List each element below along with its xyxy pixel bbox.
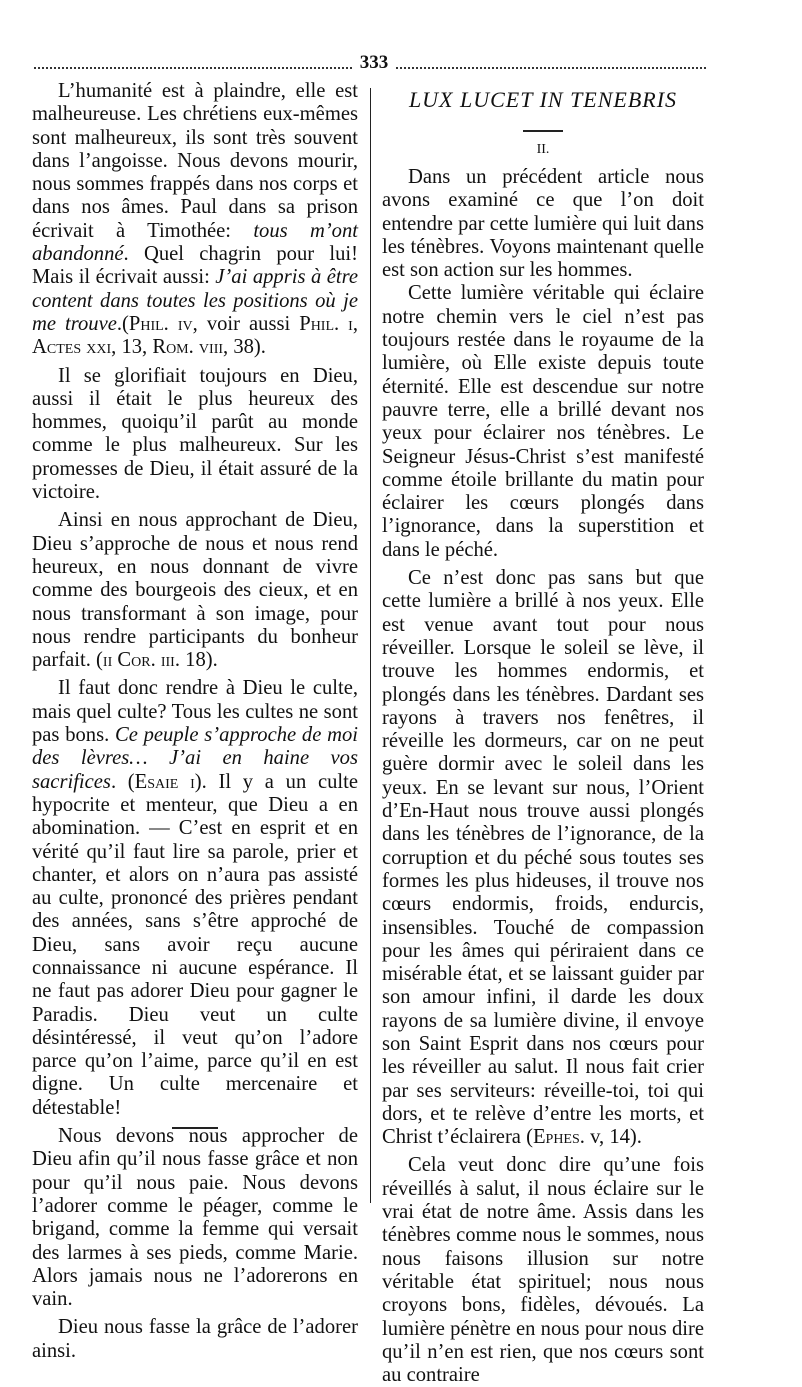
title-rule [523, 130, 563, 132]
text-segment: Dans un précédent article nous avons examiné ce que l’on doit entendre par cette lumière qui luit dans les ténèbres. Voyons maintenant quelle est son action sur les hommes. [382, 166, 704, 282]
article-title: LUX LUCET IN TENEBRIS [408, 87, 678, 112]
paragraph [382, 1154, 704, 1387]
paragraph [382, 166, 704, 282]
paragraph [32, 1125, 358, 1311]
paragraph [32, 509, 358, 672]
reference-text: Phil. iv [128, 312, 193, 335]
page-number: 333 [359, 52, 389, 73]
text-segment: Cela veut donc dire qu’une fois réveillés à salut, il nous éclaire sur le vrai état de notre âme. Assis dans les ténèbres comme nous le sommes, nous nous faisons illusion sur notre véritable état spirituel; nous nous croyons bons, fidèles, dévoués. La lumière pénètre en nous pour nous dire qu’il n’en est rien, que nos cœurs sont au contraire [382, 1154, 704, 1387]
paragraph [32, 1316, 358, 1363]
reference-text: Rom. viii [152, 336, 224, 359]
running-header [34, 52, 706, 74]
text-segment: Il faut donc rendre à Dieu le culte, mais quel culte? Tous les cultes ne sont pas bons. [32, 677, 358, 747]
text-segment: Cette lumière véritable qui éclaire notre chemin vers le ciel n’est pas toujours restée dans le royaume de la lumière, où Elle existe depuis toute éternité. Elle est descendue sur notre pauvre terre, elle a brillé devant nos yeux pour éclairer nos ténèbres. Le Seigneur Jésus-Christ s’est manifesté comme étoile brillante du matin pour éclairer les cœurs plongés dans l’ignorance, dans la superstition et dans le péché. [382, 282, 704, 561]
paragraph [32, 365, 358, 505]
left-column [32, 80, 358, 1363]
section-number: II. [536, 142, 550, 157]
text-segment: Ainsi en nous approchant de Dieu, Dieu s’approche de nous et nous rend heureux, en nous donnant de vivre comme des bourgeois des cieux, et en nous transformant à son image, pour nous rendre participants du bonheur parfait. ( [32, 509, 358, 672]
paragraph [382, 567, 704, 1149]
text-segment: , 13, [111, 336, 153, 359]
column-divider [370, 88, 371, 1203]
text-segment: . v, 14). [579, 1126, 642, 1149]
reference-text: ii Cor. iii [102, 649, 175, 672]
paragraph [32, 677, 358, 1120]
text-segment: . ( [110, 770, 135, 793]
text-segment: Nous devons nous approcher de Dieu afin qu’il nous fasse grâce et non pour qu’il nous paie. Nous devons l’adorer comme le péager, comme le brigand, comme la femme qui versait des larmes à ses pieds, comme Marie. Alors jamais nous ne l’adorerons en vain. [32, 1125, 358, 1311]
text-segment: , voir aussi [192, 312, 300, 335]
reference-text: Phil. i, Actes xxi [32, 312, 358, 359]
text-segment: .( [116, 312, 129, 335]
text-segment: Ce n’est donc pas sans but que cette lumière a brillé à nos yeux. Elle est venue avant tout pour nous réveiller. Lorsque le soleil se lève, il trouve les hommes endormis, et plongés dans les ténèbres. Dardant ses rayons à travers nos fenêtres, il réveille les dormeurs, car on ne peut guère dormir avec le soleil dans les yeux. En se levant sur nous, l’Orient d’En-Haut nous trouve aussi plongés dans les ténèbres de l’ignorance, de la corruption et du péché sous toutes ses formes les plus hideuses, il trouve nos cœurs endormis, froids, endurcis, insensibles. Touché de compassion pour les âmes qui périraient dans ce misérable état, et se laissant guider par son amour infini, il darde les doux rayons de sa lumière divine, il envoye son Saint Esprit dans nos cœurs pour les réveiller au salut. Il nous fait crier par ses serviteurs: réveille-toi, toi qui dors, et te relève d’entre les morts, et Christ t’éclairera ( [382, 567, 704, 1149]
italic-text: J’ai appris à être content dans toutes les positions où je me trouve [32, 266, 359, 335]
text-segment: Dieu nous fasse la grâce de l’adorer ainsi. [32, 1316, 358, 1362]
text-segment: Il se glorifiait toujours en Dieu, aussi il était le plus heureux des hommes, quoiqu’il parût au monde comme le plus malheureux. Sur les promesses de Dieu, il était assuré de la victoire. [32, 364, 358, 504]
text-segment: . Quel chagrin pour lui! Mais il écrivait aussi: [32, 243, 358, 289]
end-rule [172, 1127, 218, 1129]
paragraph [32, 80, 358, 360]
header-rule-right [396, 67, 706, 69]
header-rule-left [34, 67, 352, 69]
reference-text: Ephes [532, 1126, 580, 1149]
right-column [382, 80, 704, 1387]
italic-text: Ce peuple s’approche de moi des lèvres… J’ai en haine vos sacrifices [32, 724, 358, 793]
text-segment: ). Il y a un culte hypocrite et menteur, que Dieu a en abomination. — C’est en esprit et en vérité qu’il faut lire sa parole, prier et chanter, et alors on n’aura pas assisté au culte, prononcé des prières pendant des années, sans s’être approché de Dieu, sans avoir reçu aucune connaissance ni aucune espérance. Il ne faut pas adorer Dieu pour gagner le Paradis. Dieu veut un culte désintéressé, il veut qu’on l’adore parce qu’on l’aime, parce qu’il en est digne. Un culte mercenaire et détestable! [32, 770, 358, 1119]
text-segment: . 18). [174, 649, 218, 672]
text-segment: L’humanité est à plaindre, elle est malheureuse. Les chrétiens eux-mêmes sont malheureux, ils sont très souvent dans l’angoisse. Nous devons mourir, nous sommes frappés dans nos corps et dans nos âmes. Paul dans sa prison écrivait à Timothée: [32, 80, 358, 242]
italic-text: tous m’ont abandonné [32, 219, 358, 266]
paragraph [382, 282, 704, 562]
text-segment: , 38). [223, 336, 266, 359]
reference-text: Esaie i [134, 770, 195, 793]
